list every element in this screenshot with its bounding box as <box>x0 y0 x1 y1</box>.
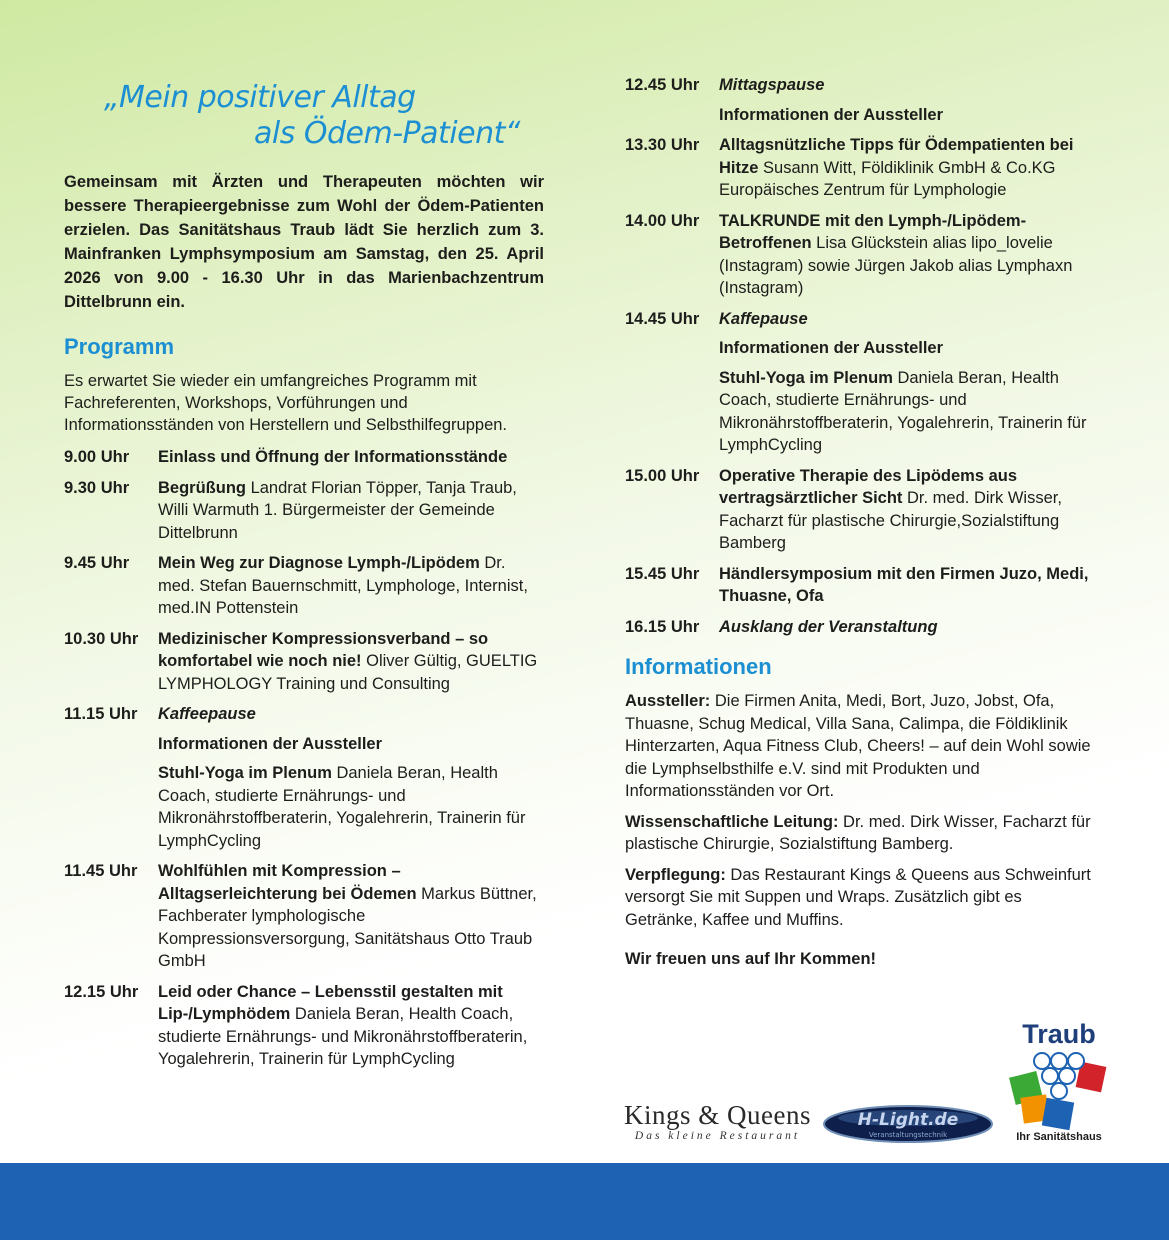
schedule-body <box>158 446 544 469</box>
schedule-text: Informationen der Aussteller <box>719 105 944 124</box>
schedule-time: 13.30 Uhr <box>625 136 700 154</box>
schedule-entry <box>625 134 1095 202</box>
schedule-entry <box>64 860 544 973</box>
schedule-time: 15.00 Uhr <box>625 466 700 485</box>
schedule-right <box>625 74 1095 638</box>
schedule-body <box>719 134 1095 202</box>
schedule-text: Alltagsnützliche Tipps für Ödempatienten bei Hitze <box>719 136 1074 177</box>
schedule-body <box>158 860 544 973</box>
schedule-paragraph <box>719 308 1095 331</box>
kings-queens-subtitle: Das kleine Restaurant <box>634 1130 801 1142</box>
info-verpflegung <box>625 864 1095 932</box>
schedule-paragraph <box>158 733 544 756</box>
traub-logo-graphic <box>1008 1016 1110 1146</box>
schedule-text: Kaffepause <box>719 309 808 328</box>
right-column <box>625 74 1095 986</box>
schedule-time: 9.00 Uhr <box>64 448 130 466</box>
headline-line-2: als Ödem-Patient“ <box>254 116 520 151</box>
schedule-body <box>719 616 1095 639</box>
programm-heading: Programm <box>64 334 175 359</box>
schedule-text: Mein Weg zur Diagnose Lymph-/Lipödem <box>158 554 480 572</box>
schedule-text: Susann Witt, Földiklinik GmbH & Co.KG Europäisches Zentrum für Lymphologie <box>719 158 1056 199</box>
schedule-text: Markus Büttner, Fachberater lymphologische Kompressionsversorgung, Sanitätshaus Otto Traub GmbH <box>158 884 537 970</box>
headline <box>104 80 544 152</box>
schedule-text: Kaffeepause <box>158 705 256 723</box>
schedule-time: 12.45 Uhr <box>625 76 700 94</box>
schedule-time: 15.45 Uhr <box>625 564 700 583</box>
schedule-text: Informationen der Aussteller <box>158 734 383 753</box>
programm-intro: Es erwartet Sie wieder ein umfangreiches Programm mit Fachreferenten, Workshops, Vorführungen und Informationsständen von Herstellern und Selbsthilfegruppen. <box>64 372 508 434</box>
schedule-text: Daniela Beran, Health Coach, studierte Ernährungs- und Mikronährstoffberaterin, Yogalehrerin, Trainerin für LymphCycling <box>719 368 1087 454</box>
schedule-text: Daniela Beran, Health Coach, studierte Ernährungs- und Mikronährstoffberaterin, Yogalehrerin, Trainerin für LymphCycling <box>158 1005 528 1068</box>
schedule-paragraph <box>158 552 544 620</box>
schedule-entry <box>625 308 1095 457</box>
schedule-text: Begrüßung <box>158 478 246 497</box>
traub-logo <box>1008 1016 1110 1151</box>
schedule-entry <box>625 74 1095 126</box>
schedule-paragraph <box>719 210 1095 300</box>
schedule-time: 14.00 Uhr <box>625 211 700 230</box>
verpflegung-text: Das Restaurant Kings & Queens aus Schweinfurt versorgt Sie mit Suppen und Wraps. Zusätzlich gibt es Getränke, Kaffee und Muffins. <box>625 865 1091 929</box>
schedule-paragraph <box>719 563 1095 608</box>
schedule-entry <box>625 616 1095 639</box>
leitung-text: Dr. med. Dirk Wisser, Facharzt für plastische Chirurgie, Sozialstiftung Bamberg. <box>625 812 1091 853</box>
schedule-text: Dr. med. Stefan Bauernschmitt, Lymphologe, Internist, med.IN Pottenstein <box>158 554 528 617</box>
hlight-subtitle: Veranstaltungstechnik <box>868 1131 948 1139</box>
schedule-entry <box>64 703 544 852</box>
schedule-text: Händlersymposium mit den Firmen Juzo, Medi, Thuasne, Ofa <box>719 564 1089 605</box>
leitung-label: Wissenschaftliche Leitung: <box>625 812 839 831</box>
intro-text: Gemeinsam mit Ärzten und Therapeuten möchten wir bessere Therapieergebnisse zum Wohl der Ödem-Patienten erzielen. Das Sanitätshaus Traub lädt Sie herzlich zum 3. Mainfranken Lymphsymposium am Samstag, den 25. April 2026 von 9.00 - 16.30 Uhr in das Marienbachzentrum Dittelbrunn ein. <box>64 173 544 311</box>
closing-text: Wir freuen uns auf Ihr Kommen! <box>625 949 877 968</box>
schedule-entry <box>625 465 1095 555</box>
hlight-logo-graphic <box>822 1104 994 1144</box>
schedule-paragraph <box>158 703 544 726</box>
kings-queens-logo <box>620 1100 815 1142</box>
schedule-paragraph <box>719 74 1095 97</box>
schedule-body <box>158 477 544 545</box>
schedule-paragraph <box>719 134 1095 202</box>
info-leitung <box>625 811 1095 856</box>
schedule-body <box>719 210 1095 300</box>
schedule-text: Lisa Glückstein alias lipo_lovelie (Instagram) sowie Jürgen Jakob alias Lymphaxn (Instagram) <box>719 234 1073 297</box>
schedule-text: Informationen der Aussteller <box>719 339 944 357</box>
schedule-text: Landrat Florian Töpper, Tanja Traub, Willi Warmuth 1. Bürgermeister der Gemeinde Dittelbrunn <box>158 478 517 542</box>
footer-bar <box>0 1163 1169 1240</box>
schedule-body <box>158 628 544 696</box>
schedule-entry <box>625 563 1095 608</box>
schedule-paragraph <box>158 981 544 1071</box>
schedule-text: Mittagspause <box>719 76 825 94</box>
hlight-logo <box>822 1104 994 1149</box>
schedule-body <box>719 74 1095 126</box>
schedule-text: Ausklang der Veranstaltung <box>719 617 938 636</box>
schedule-time: 9.30 Uhr <box>64 478 130 497</box>
schedule-time: 10.30 Uhr <box>64 629 139 648</box>
traub-subtitle: Ihr Sanitätshaus <box>1016 1131 1102 1143</box>
schedule-time: 14.45 Uhr <box>625 309 700 328</box>
schedule-time: 16.15 Uhr <box>625 617 700 636</box>
schedule-text: Dr. med. Dirk Wisser, Facharzt für plastische Chirurgie,Sozialstiftung Bamberg <box>719 489 1062 552</box>
headline-line-1: „Mein positiver Alltag <box>104 80 416 115</box>
schedule-body <box>719 465 1095 555</box>
schedule-entry <box>64 981 544 1071</box>
schedule-paragraph <box>719 337 1095 360</box>
schedule-paragraph <box>719 465 1095 555</box>
schedule-text: Wohlfühlen mit Kompression – Alltagserleichterung bei Ödemen <box>158 862 417 903</box>
schedule-paragraph <box>719 616 1095 639</box>
schedule-body <box>158 981 544 1071</box>
informationen-heading: Informationen <box>625 654 772 679</box>
schedule-time: 11.15 Uhr <box>64 705 138 723</box>
left-column <box>64 70 544 1079</box>
schedule-time: 12.15 Uhr <box>64 982 139 1001</box>
schedule-body <box>719 563 1095 608</box>
info-aussteller <box>625 690 1095 803</box>
schedule-entry <box>64 628 544 696</box>
schedule-text: Stuhl-Yoga im Plenum <box>158 764 332 782</box>
schedule-left <box>64 446 544 1071</box>
schedule-text: Oliver Gültig, GUELTIG LYMPHOLOGY Training und Consulting <box>158 652 538 693</box>
aussteller-label: Aussteller: <box>625 692 711 710</box>
schedule-paragraph <box>158 628 544 696</box>
verpflegung-label: Verpflegung: <box>625 865 726 884</box>
hlight-name: H-Light.de <box>857 1110 959 1130</box>
schedule-time: 9.45 Uhr <box>64 554 130 572</box>
schedule-text: TALKRUNDE mit den Lymph-/Lipödem-Betroffenen <box>719 211 1027 252</box>
schedule-text: Einlass und Öffnung der Informationsstände <box>158 448 508 466</box>
schedule-paragraph <box>719 104 1095 127</box>
schedule-entry <box>64 552 544 620</box>
traub-name: Traub <box>1022 1019 1096 1049</box>
kings-queens-name: Kings & Queens <box>624 1100 811 1130</box>
schedule-entry <box>625 210 1095 300</box>
schedule-entry <box>64 446 544 469</box>
schedule-text: Daniela Beran, Health Coach, studierte Ernährungs- und Mikronährstoffberaterin, Yogalehrerin, Trainerin für LymphCycling <box>158 764 526 850</box>
schedule-body <box>158 703 544 852</box>
schedule-body <box>158 552 544 620</box>
schedule-paragraph <box>719 367 1095 457</box>
schedule-paragraph <box>158 860 544 973</box>
schedule-text: Stuhl-Yoga im Plenum <box>719 368 893 387</box>
schedule-paragraph <box>158 762 544 852</box>
schedule-text: Leid oder Chance – Lebensstil gestalten mit Lip-/Lymphödem <box>158 982 503 1023</box>
schedule-text: Medizinischer Kompressionsverband – so komfortabel wie noch nie! <box>158 629 489 670</box>
schedule-entry <box>64 477 544 545</box>
schedule-paragraph <box>158 477 544 545</box>
schedule-paragraph <box>158 446 544 469</box>
schedule-body <box>719 308 1095 457</box>
schedule-time: 11.45 Uhr <box>64 862 138 880</box>
aussteller-text: Die Firmen Anita, Medi, Bort, Juzo, Jobst, Ofa, Thuasne, Schug Medical, Villa Sana, Calimpa, die Földiklinik Hinterzarten, Aqua Fitness Club, Cheers! – auf dein Wohl sowie die Lymphselbsthilfe e.V. sind mit Produkten und Informationsständen vor Ort. <box>625 692 1091 800</box>
schedule-text: Operative Therapie des Lipödems aus vertragsärztlicher Sicht <box>719 466 1018 507</box>
